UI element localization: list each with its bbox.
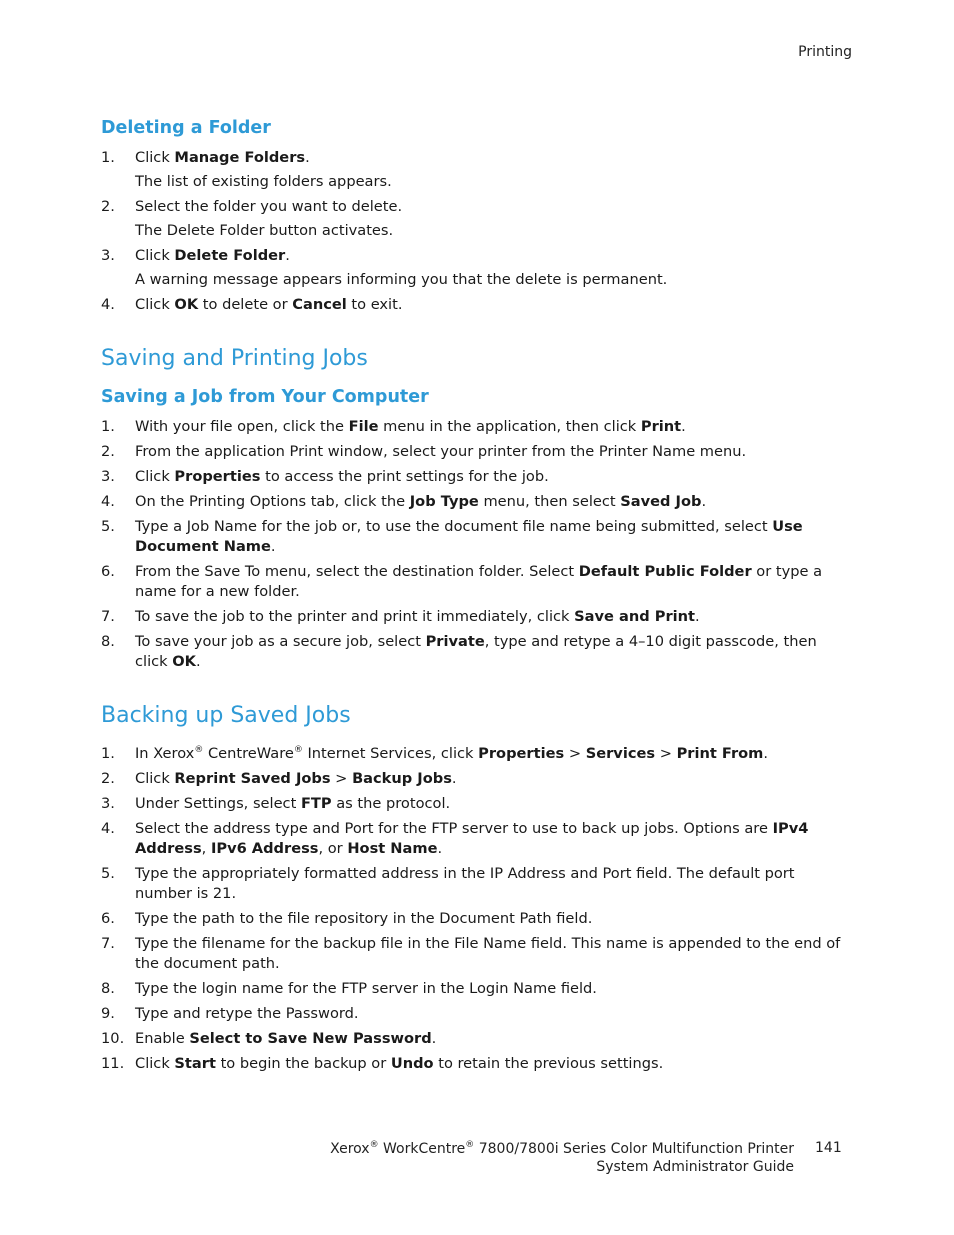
step-text: , or xyxy=(318,840,348,857)
list-item xyxy=(101,864,853,904)
registered-mark: ® xyxy=(369,1140,379,1150)
step-text: to retain the previous settings. xyxy=(433,1055,664,1072)
list-item xyxy=(101,979,853,999)
step-number: 8. xyxy=(101,633,115,650)
ui-term: Default Public Folder xyxy=(578,563,752,580)
ui-term: Properties xyxy=(174,468,261,485)
step-number: 3. xyxy=(101,795,115,812)
step-result-note: A warning message appears informing you that the delete is permanent. xyxy=(135,271,668,288)
step-text: to begin the backup or xyxy=(215,1055,391,1072)
ui-term: Host Name xyxy=(347,840,438,857)
list-item xyxy=(101,197,853,241)
step-number: 3. xyxy=(101,468,115,485)
step-text: From the application Print window, select your printer from the Printer Name menu. xyxy=(135,443,747,460)
step-number: 1. xyxy=(101,745,115,762)
ui-term: Manage Folders xyxy=(174,149,306,166)
step-text: Click xyxy=(135,296,175,313)
step-number: 5. xyxy=(101,518,115,535)
step-number: 1. xyxy=(101,149,115,166)
list-item xyxy=(101,492,853,512)
footer-guide: System Administrator Guide xyxy=(596,1159,794,1175)
step-text: menu in the application, then click xyxy=(378,418,641,435)
step-text: or type a name for a new folder. xyxy=(135,563,823,600)
step-text: to exit. xyxy=(346,296,403,313)
step-text: to access the print settings for the job. xyxy=(260,468,549,485)
ui-term: Undo xyxy=(390,1055,434,1072)
ui-term: Reprint Saved Jobs xyxy=(174,770,331,787)
step-text: Enable xyxy=(135,1030,190,1047)
step-text: > xyxy=(655,745,677,762)
step-text: On the Printing Options tab, click the xyxy=(135,493,410,510)
list-item xyxy=(101,517,853,557)
step-text: Type the appropriately formatted address in the IP Address and Port field. The default port number is 21. xyxy=(135,865,795,902)
list-item xyxy=(101,794,853,814)
ui-term: Cancel xyxy=(292,296,347,313)
list-item xyxy=(101,744,853,764)
step-text: To save the job to the printer and print it immediately, click xyxy=(135,608,575,625)
step-text: Type and retype the Password. xyxy=(135,1005,359,1022)
step-text: Type a Job Name for the job or, to use the document file name being submitted, select xyxy=(135,518,773,535)
saving-job-steps xyxy=(101,417,853,672)
step-text: Click xyxy=(135,1055,175,1072)
step-number: 6. xyxy=(101,910,115,927)
page-footer xyxy=(330,1140,794,1176)
deleting-folder-steps xyxy=(101,148,853,315)
ui-term: Job Type xyxy=(409,493,479,510)
ui-term: Backup Jobs xyxy=(352,770,452,787)
list-item xyxy=(101,934,853,974)
step-text: Under Settings, select xyxy=(135,795,301,812)
step-text: , type and retype a 4–10 digit passcode, then click xyxy=(135,633,817,670)
list-item xyxy=(101,562,853,602)
step-number: 6. xyxy=(101,563,115,580)
registered-mark: ® xyxy=(293,745,303,755)
step-text: . xyxy=(695,608,700,625)
step-number: 11. xyxy=(101,1055,125,1072)
step-number: 1. xyxy=(101,418,115,435)
step-result-note: The list of existing folders appears. xyxy=(135,173,392,190)
ui-term: Delete Folder xyxy=(174,247,286,264)
list-item xyxy=(101,1054,853,1074)
ui-term: FTP xyxy=(300,795,332,812)
step-text: Select the folder you want to delete. xyxy=(135,198,403,215)
step-text: , xyxy=(201,840,211,857)
step-text: . xyxy=(305,149,310,166)
list-item xyxy=(101,442,853,462)
step-text: . xyxy=(270,538,276,555)
step-text: . xyxy=(763,745,769,762)
step-text: . xyxy=(285,247,290,264)
step-text: From the Save To menu, select the destination folder. Select xyxy=(135,563,579,580)
step-text: . xyxy=(701,493,707,510)
step-number: 9. xyxy=(101,1005,115,1022)
step-number: 2. xyxy=(101,443,115,460)
ui-term: Use Document Name xyxy=(135,518,803,555)
ui-term: Start xyxy=(174,1055,216,1072)
step-text: > xyxy=(330,770,353,787)
page-number: 141 xyxy=(815,1140,842,1156)
ui-term: Select to Save New Password xyxy=(189,1030,432,1047)
ui-term: Properties xyxy=(478,745,565,762)
step-text: . xyxy=(681,418,686,435)
backing-up-heading: Backing up Saved Jobs xyxy=(101,703,351,728)
ui-term: Print xyxy=(640,418,682,435)
registered-mark: ® xyxy=(194,745,204,755)
ui-term: OK xyxy=(174,296,199,313)
list-item xyxy=(101,246,853,290)
step-text: In Xerox xyxy=(135,745,195,762)
step-text: . xyxy=(437,840,443,857)
deleting-folder-heading: Deleting a Folder xyxy=(101,118,271,138)
step-text: Type the filename for the backup file in the File Name field. This name is appended to the end of the document path. xyxy=(135,935,841,972)
step-number: 5. xyxy=(101,865,115,882)
list-item xyxy=(101,1029,853,1049)
step-text: menu, then select xyxy=(478,493,621,510)
ui-term: Saved Job xyxy=(620,493,702,510)
step-text: . xyxy=(195,653,201,670)
footer-product: WorkCentre xyxy=(378,1141,466,1157)
step-text: Click xyxy=(135,770,175,787)
step-text: to delete or xyxy=(198,296,293,313)
step-text: . xyxy=(431,1030,437,1047)
step-text: Click xyxy=(135,149,175,166)
list-item xyxy=(101,607,853,627)
footer-product-line xyxy=(330,1140,794,1158)
step-number: 2. xyxy=(101,198,115,215)
step-number: 2. xyxy=(101,770,115,787)
list-item xyxy=(101,632,853,672)
step-text: Select the address type and Port for the FTP server to use to back up jobs. Options are xyxy=(135,820,773,837)
ui-term: IPv6 Address xyxy=(210,840,319,857)
step-text: To save your job as a secure job, select xyxy=(135,633,426,650)
ui-term: Save and Print xyxy=(574,608,696,625)
footer-model: 7800/7800i Series Color Multifunction Printer xyxy=(474,1141,794,1157)
list-item xyxy=(101,1004,853,1024)
registered-mark: ® xyxy=(465,1140,475,1150)
ui-term: IPv4 Address xyxy=(135,820,809,857)
page-content xyxy=(101,118,853,1079)
step-text: Type the login name for the FTP server in the Login Name field. xyxy=(135,980,597,997)
ui-term: Services xyxy=(585,745,656,762)
running-header: Printing xyxy=(798,44,852,60)
step-text: Internet Services, click xyxy=(302,745,479,762)
step-text: With your file open, click the xyxy=(135,418,349,435)
ui-term: Private xyxy=(425,633,485,650)
list-item xyxy=(101,909,853,929)
list-item xyxy=(101,148,853,192)
backing-up-steps-continued xyxy=(101,769,853,1074)
step-text: CentreWare xyxy=(203,745,294,762)
step-number: 8. xyxy=(101,980,115,997)
step-number: 3. xyxy=(101,247,115,264)
step-text: > xyxy=(564,745,586,762)
list-item xyxy=(101,417,853,437)
list-item xyxy=(101,467,853,487)
step-number: 4. xyxy=(101,296,115,313)
saving-printing-heading: Saving and Printing Jobs xyxy=(101,346,368,371)
step-text: Click xyxy=(135,247,175,264)
footer-brand: Xerox xyxy=(330,1141,370,1157)
step-number: 10. xyxy=(101,1030,125,1047)
list-item xyxy=(101,295,853,315)
list-item xyxy=(101,769,853,789)
step-text: as the protocol. xyxy=(331,795,451,812)
step-number: 4. xyxy=(101,820,115,837)
ui-term: File xyxy=(348,418,379,435)
step-result-note: The Delete Folder button activates. xyxy=(135,222,394,239)
step-text: Type the path to the file repository in the Document Path field. xyxy=(135,910,593,927)
step-text: . xyxy=(451,770,457,787)
backing-up-steps xyxy=(101,744,853,764)
list-item xyxy=(101,819,853,859)
step-text: Click xyxy=(135,468,175,485)
step-number: 4. xyxy=(101,493,115,510)
ui-term: OK xyxy=(172,653,196,670)
saving-job-heading: Saving a Job from Your Computer xyxy=(101,387,429,407)
step-number: 7. xyxy=(101,608,115,625)
step-number: 7. xyxy=(101,935,115,952)
ui-term: Print From xyxy=(676,745,764,762)
